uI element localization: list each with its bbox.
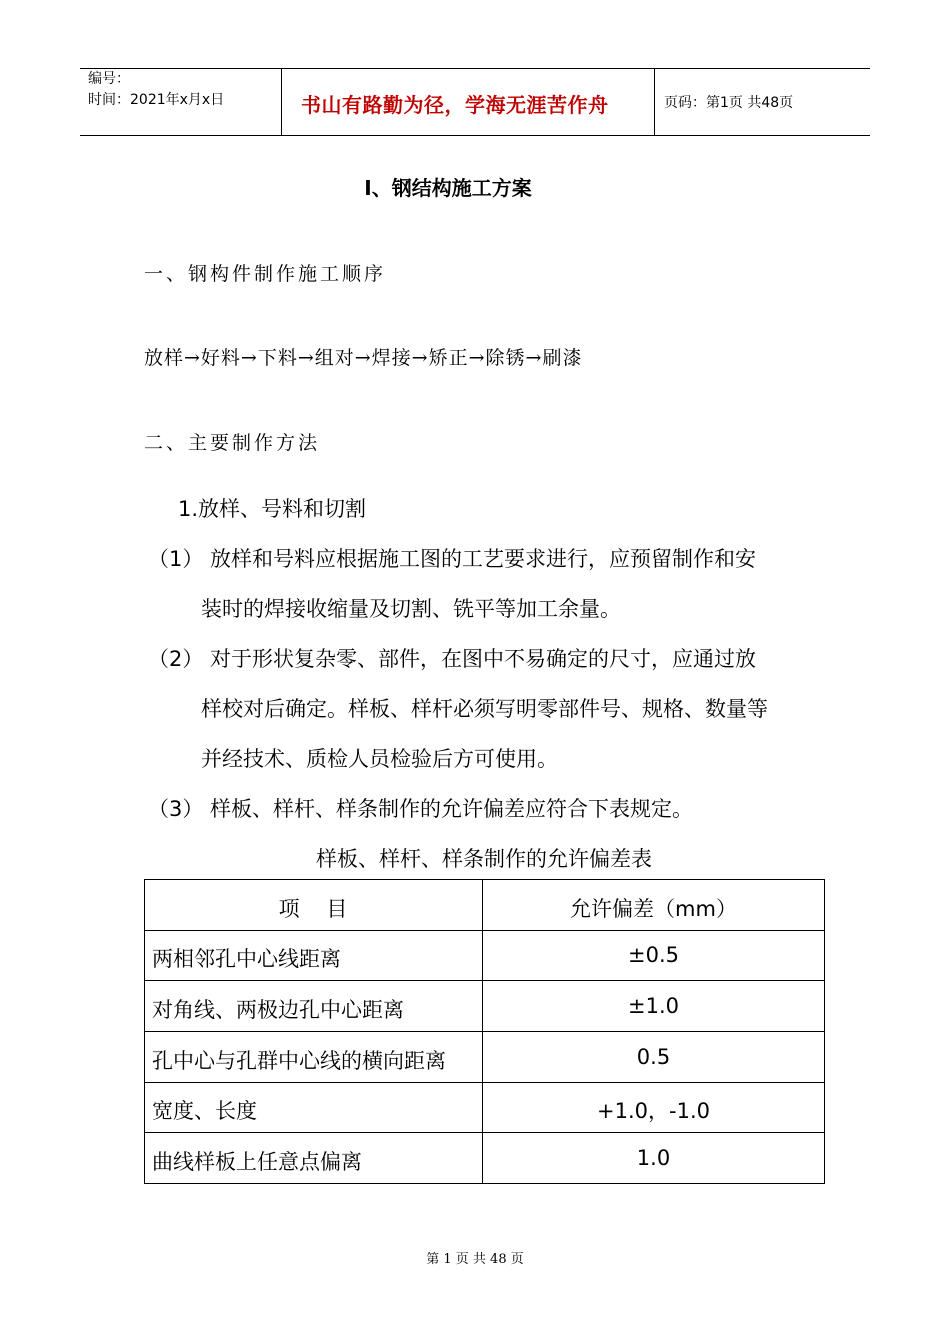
table-rule <box>144 1031 825 1032</box>
table-cell-item: 宽度、长度 <box>152 1099 257 1123</box>
item3-number: （3） <box>148 797 204 821</box>
table-header-item: 项 目 <box>278 897 348 921</box>
subsection-heading: 1.放样、号料和切割 <box>178 497 367 521</box>
table-rule <box>824 879 825 1184</box>
item2-line3: 并经技术、质检人员检验后方可使用。 <box>201 747 558 771</box>
table-cell-tolerance: ±1.0 <box>628 994 679 1018</box>
table-rule <box>482 879 483 1184</box>
item2-line2: 样校对后确定。样板、样杆必须写明零部件号、规格、数量等 <box>201 697 768 721</box>
section2-heading: 二、主要制作方法 <box>144 432 321 454</box>
table-rule <box>144 930 825 931</box>
table-cell-item: 曲线样板上任意点偏离 <box>152 1150 362 1174</box>
table-header-tolerance: 允许偏差（mm） <box>570 897 737 921</box>
document-title: I、钢结构施工方案 <box>364 176 532 200</box>
item1-number: （1） <box>148 547 204 571</box>
table-rule <box>144 879 825 880</box>
table-rule <box>144 1082 825 1083</box>
item1-line1: 放样和号料应根据施工图的工艺要求进行，应预留制作和安 <box>210 547 756 571</box>
header-divider-left <box>281 68 282 136</box>
serial-label: 编号： <box>88 71 130 87</box>
header-top-rule <box>80 68 870 69</box>
header-divider-right <box>654 68 655 136</box>
table-cell-tolerance: ±0.5 <box>628 943 679 967</box>
table-cell-tolerance: +1.0，-1.0 <box>597 1099 710 1123</box>
table-cell-item: 对角线、两极边孔中心距离 <box>152 998 404 1022</box>
header-motto: 书山有路勤为径，学海无涯苦作舟 <box>301 93 609 117</box>
item1-line2: 装时的焊接收缩量及切割、铣平等加工余量。 <box>201 597 621 621</box>
section1-heading: 一、钢构件制作施工顺序 <box>144 263 387 285</box>
table-rule <box>144 1183 825 1184</box>
page-info: 页码：第1页 共48页 <box>664 95 794 111</box>
item3-line1: 样板、样杆、样条制作的允许偏差应符合下表规定。 <box>210 797 693 821</box>
table-rule <box>144 980 825 981</box>
table-cell-item: 孔中心与孔群中心线的横向距离 <box>152 1049 446 1073</box>
table-rule <box>144 1132 825 1133</box>
item2-line1: 对于形状复杂零、部件，在图中不易确定的尺寸，应通过放 <box>210 647 756 671</box>
item2-number: （2） <box>148 647 204 671</box>
table-caption: 样板、样杆、样条制作的允许偏差表 <box>316 847 652 871</box>
table-cell-item: 两相邻孔中心线距离 <box>152 947 341 971</box>
header-bottom-rule <box>80 135 870 136</box>
table-rule <box>144 879 145 1184</box>
table-cell-tolerance: 0.5 <box>636 1045 671 1069</box>
page-footer: 第 1 页 共 48 页 <box>426 1252 524 1267</box>
table-cell-tolerance: 1.0 <box>636 1146 671 1170</box>
date-label: 时间：2021年x月x日 <box>88 92 225 108</box>
process-flow: 放样→好料→下料→组对→焊接→矫正→除锈→刷漆 <box>144 347 583 369</box>
